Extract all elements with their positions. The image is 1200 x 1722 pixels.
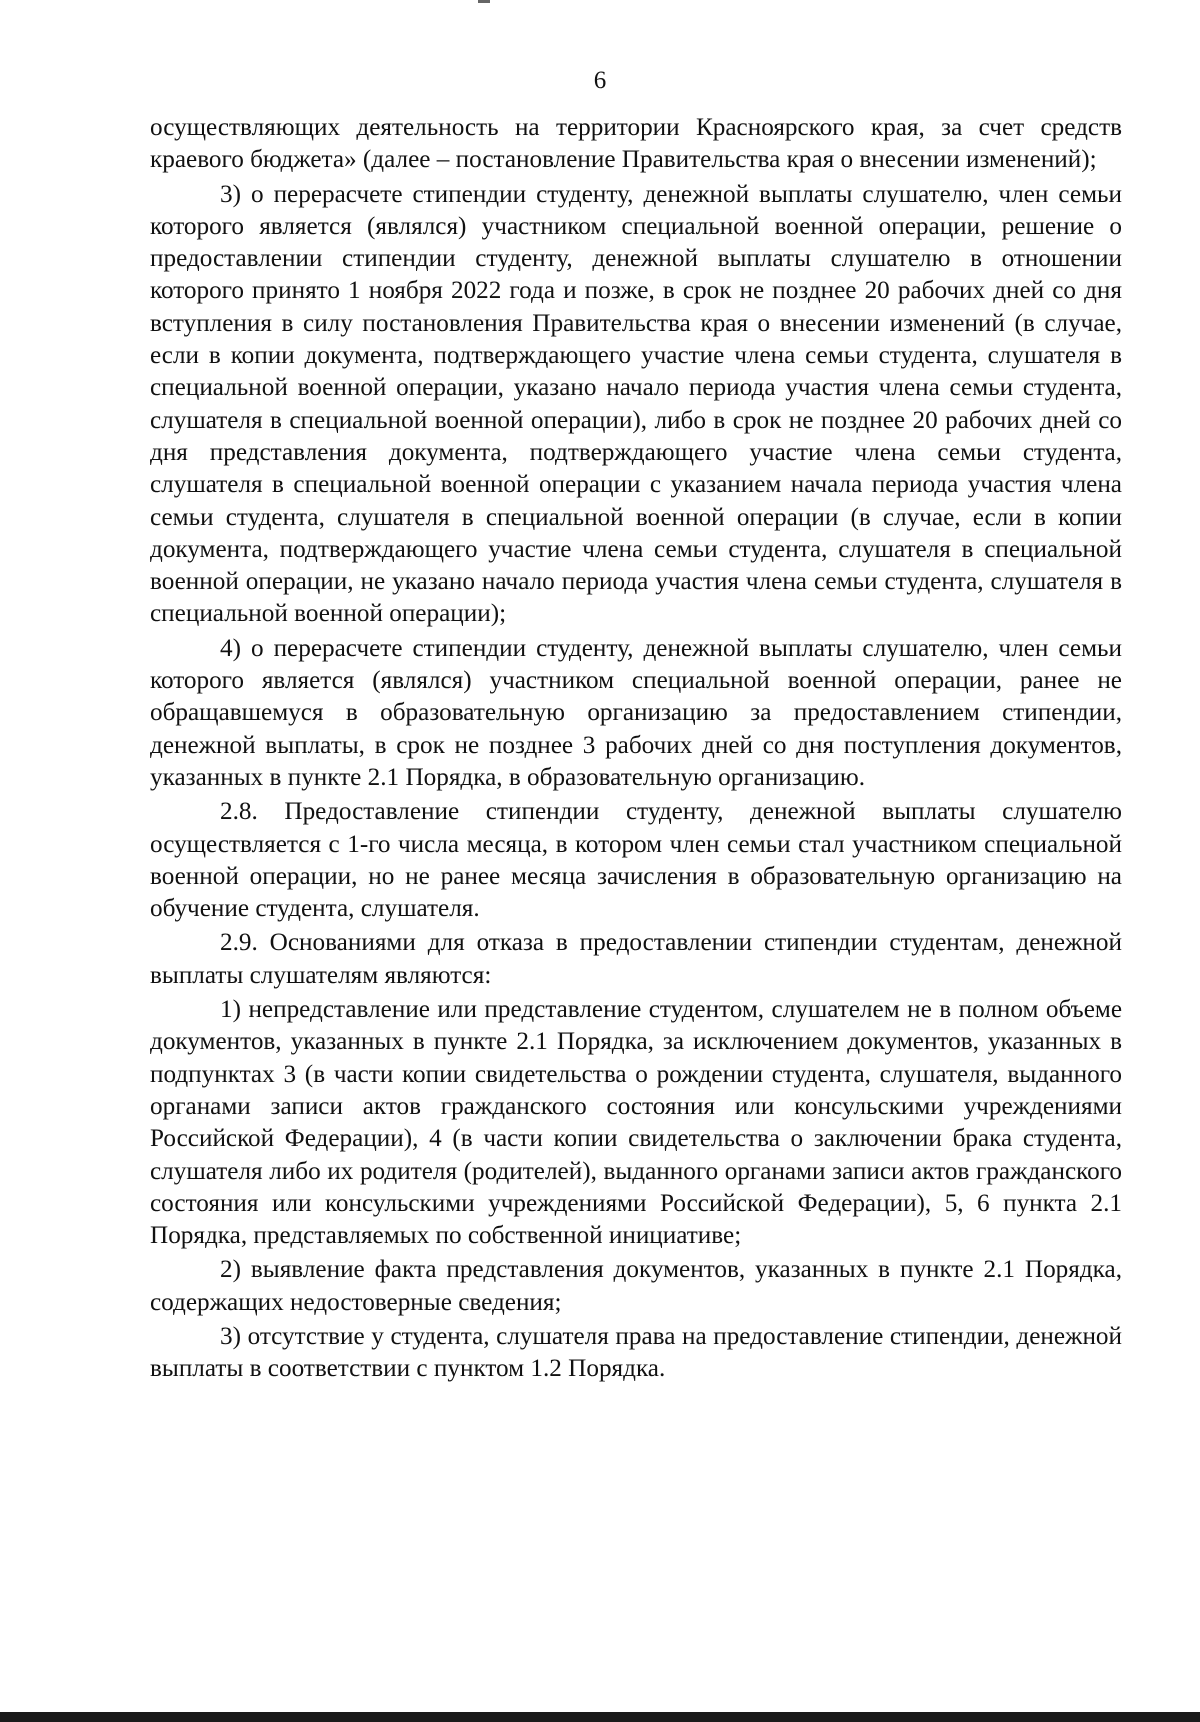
document-body [150, 112, 1122, 1388]
scan-artifact-mark [478, 0, 490, 3]
paragraph-continuation: осуществляющих деятельность на территории Красноярского края, за счет средств краевого бюджета» (далее – постановление Правительства края о внесении изменений); [150, 114, 1122, 174]
paragraph-refusal-3: 3) отсутствие у студента, слушателя права на предоставление стипендии, денежной выплаты в соответствии с пунктом 1.2 Порядка. [150, 1322, 1122, 1383]
paragraph-2-8: 2.8. Предоставление стипендии студенту, денежной выплаты слушателю осуществляется с 1-го числа месяца, в котором член семьи стал участником специальной военной операции, но не ранее месяца зачисления в образовательную организацию на обучение студента, слушателя. [150, 798, 1122, 923]
scan-bottom-border [0, 1712, 1200, 1722]
paragraph-item-3: 3) о перерасчете стипендии студенту, денежной выплаты слушателю, член семьи которого является (являлся) участником специальной военной операции, решение о предоставлении стипендии студенту, денежной выплаты слушателю в отношении которого принято 1 ноября 2022 года и позже, в срок не позднее 20 рабочих дней со дня вступления в силу постановления Правительства края о внесении изменений (в случае, если в копии документа, подтверждающего участие члена семьи студента, слушателя в специальной военной операции, указано начало периода участия члена семьи студента, слушателя в специальной военной операции), либо в срок не позднее 20 рабочих дней со дня представления документа, подтверждающего участие члена семьи студента, слушателя в специальной военной операции с указанием начала периода участия члена семьи студента, слушателя в специальной военной операции (в случае, если в копии документа, подтверждающего участие члена семьи студента, слушателя в специальной военной операции, не указано начало периода участия члена семьи студента, слушателя в специальной военной операции); [150, 180, 1122, 628]
paragraph-refusal-1: 1) непредставление или представление студентом, слушателем не в полном объеме документов, указанных в пункте 2.1 Порядка, за исключением документов, указанных в подпунктах 3 (в части копии свидетельства о рождении студента, слушателя, выданного органами записи актов гражданского состояния или консульскими учреждениями Российской Федерации), 4 (в части копии свидетельства о заключении брака студента, слушателя либо их родителя (родителей), выданного органами записи актов гражданского состояния или консульскими учреждениями Российской Федерации), 5, 6 пункта 2.1 Порядка, представляемых по собственной инициативе; [150, 996, 1122, 1250]
paragraph-item-4: 4) о перерасчете стипендии студенту, денежной выплаты слушателю, член семьи которого является (являлся) участником специальной военной операции, ранее не обращавшемуся в образовательную организацию за предоставлением стипендии, денежной выплаты, в срок не позднее 3 рабочих дней со дня поступления документов, указанных в пункте 2.1 Порядка, в образовательную организацию. [150, 634, 1122, 791]
paragraph-2-9: 2.9. Основаниями для отказа в предоставлении стипендии студентам, денежной выплаты слушателям являются: [150, 929, 1122, 989]
page-number: 6 [593, 67, 607, 94]
paragraph-refusal-2: 2) выявление факта представления документов, указанных в пункте 2.1 Порядка, содержащих недостоверные сведения; [150, 1256, 1122, 1316]
